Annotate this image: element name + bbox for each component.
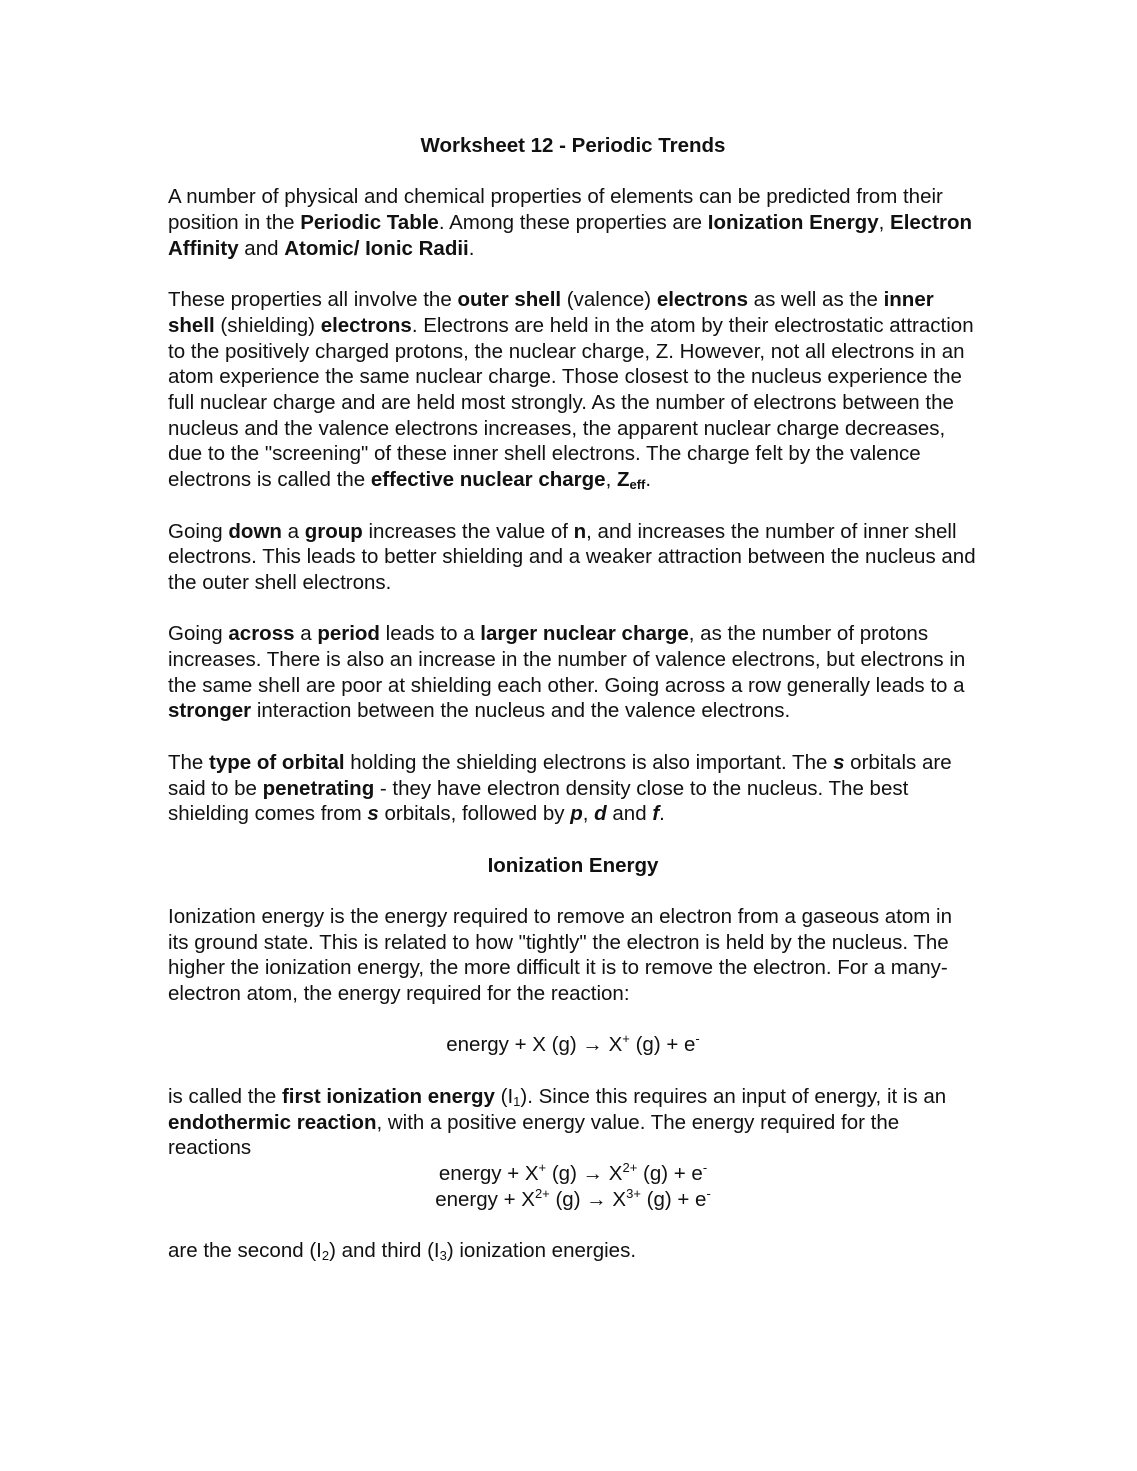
text-run: . Among these properties are: [438, 211, 708, 235]
bold-term: n: [573, 519, 587, 543]
higher-ionization-equations: [168, 1161, 978, 1212]
bold-term: down: [228, 519, 282, 543]
equation-text: (g) + e: [637, 1161, 703, 1185]
text-run: The: [168, 750, 210, 774]
text-run: and: [606, 802, 653, 826]
bold-term: stronger: [168, 699, 252, 723]
text-run: (I: [494, 1084, 514, 1108]
subscript: 3: [439, 1248, 447, 1264]
text-run: - they have electron density close to the nucleus. The best shielding comes from: [168, 776, 909, 826]
bold-term: electrons: [656, 288, 748, 312]
orbital-letter: d: [594, 802, 607, 826]
text-run: (valence): [561, 288, 657, 312]
bold-term: endothermic reaction: [168, 1110, 377, 1134]
bold-term: Atomic/ Ionic Radii: [284, 236, 469, 260]
text-run: ,: [605, 468, 617, 492]
text-run: as well as the: [747, 288, 884, 312]
bold-term: penetrating: [262, 776, 375, 800]
second-ionization-equation: [168, 1161, 978, 1187]
charge-superscript: +: [538, 1159, 547, 1175]
text-run: a: [281, 519, 305, 543]
z-letter: Z: [616, 468, 630, 492]
bold-term: across: [228, 622, 295, 646]
intro-paragraph: [168, 184, 978, 261]
charge-superscript: -: [695, 1031, 700, 1047]
bold-term: type of orbital: [209, 750, 345, 774]
second-third-ionization-paragraph: [168, 1238, 978, 1264]
page-title: Worksheet 12 - Periodic Trends: [420, 134, 726, 157]
text-run: a: [294, 622, 318, 646]
equation-text: (g) → X: [546, 1161, 623, 1185]
orbital-letter: p: [570, 802, 583, 826]
subscript: 1: [513, 1093, 521, 1109]
orbital-paragraph: [168, 750, 978, 827]
text-run: and: [238, 236, 285, 260]
bold-term: electrons: [320, 313, 412, 337]
text-run: orbitals, followed by: [378, 802, 571, 826]
zeff-symbol: [617, 468, 645, 491]
text-run: holding the shielding electrons is also important. The: [344, 750, 834, 774]
charge-superscript: -: [706, 1185, 711, 1201]
text-run: is called the: [168, 1084, 282, 1108]
bold-term: larger nuclear charge: [480, 622, 689, 646]
bold-term: outer shell: [457, 288, 562, 312]
text-run: leads to a: [379, 622, 481, 646]
first-ionization-equation: [168, 1032, 978, 1058]
bold-term: group: [304, 519, 363, 543]
charge-superscript: 2+: [534, 1185, 550, 1201]
text-run: ,: [878, 211, 891, 235]
ionization-definition-paragraph: Ionization energy is the energy required to remove an electron from a gaseous atom in its ground state. This is related to how "tightly" the electron is held by the nucleus. The higher the ionization energy, the more difficult it is to remove the electron. For a many-electron atom, the energy required for the reaction:: [168, 904, 952, 1006]
equation-text: (g) → X: [549, 1187, 627, 1211]
bold-term: inner shell: [168, 288, 934, 337]
text-run: .: [468, 236, 475, 260]
text-run: . Electrons are held in the atom by their electrostatic attraction to the positively charged protons, the nuclear charge, Z. However, not all electrons in an atom experience the same nuclear charge. Those closest to the nucleus experience the full nuclear charge and are held most strongly. As the number of electrons between the nucleus and the valence electrons increases, the apparent nuclear charge decreases, due to the "screening" of these inner shell electrons. The charge felt by the valence electrons is called the: [168, 313, 974, 492]
period-paragraph: [168, 621, 978, 724]
text-run: , as the number of protons increases. There is also an increase in the number of valence electrons, but electrons in the same shell are poor at shielding each other. Going across a row generally leads to a: [168, 622, 966, 697]
charge-superscript: +: [622, 1031, 630, 1047]
equation-text: energy + X: [438, 1161, 539, 1185]
text-run: These properties all involve the: [168, 288, 458, 312]
text-run: ) ionization energies.: [446, 1239, 637, 1263]
bold-term: first ionization energy: [281, 1084, 495, 1108]
charge-superscript: 3+: [626, 1185, 641, 1201]
text-run: Going: [168, 519, 229, 543]
text-run: .: [659, 802, 665, 826]
text-run: Going: [168, 622, 229, 646]
text-run: are the second (I: [168, 1239, 322, 1263]
text-run: orbitals are said to be: [168, 750, 952, 800]
orbital-letter: s: [833, 750, 845, 774]
text-run: increases the value of: [362, 519, 574, 543]
first-ionization-paragraph: [168, 1084, 978, 1161]
group-paragraph: [168, 519, 978, 596]
bold-term: Ionization Energy: [707, 211, 879, 235]
text-run: (shielding): [214, 313, 321, 337]
text-run: .: [645, 468, 652, 492]
text-run: A number of physical and chemical properties of elements can be predicted from their position in the: [168, 185, 943, 235]
bold-term: effective nuclear charge: [370, 468, 606, 492]
worksheet-page: [168, 133, 978, 1289]
charge-superscript: -: [702, 1159, 708, 1175]
equation-text: (g) + e: [640, 1187, 707, 1211]
orbital-letter: s: [367, 802, 379, 826]
orbital-letter: f: [652, 802, 660, 826]
text-run: , with a positive energy value. The energy required for the reactions: [168, 1110, 900, 1160]
electrons-paragraph: [168, 287, 978, 493]
bold-term: period: [317, 622, 380, 646]
charge-superscript: 2+: [622, 1159, 638, 1175]
text-run: ) and third (I: [329, 1239, 440, 1263]
text-run: , and increases the number of inner shell electrons. This leads to better shielding and a weaker attraction between the nucleus and the outer shell electrons.: [168, 519, 976, 594]
subscript: 2: [321, 1248, 330, 1264]
text-run: ). Since this requires an input of energy, it is an: [520, 1084, 947, 1108]
bold-term: Periodic Table: [300, 211, 439, 235]
third-ionization-equation: [168, 1187, 978, 1213]
eff-subscript: eff: [629, 477, 646, 493]
bold-term: Electron Affinity: [168, 211, 973, 260]
text-run: ,: [582, 802, 595, 826]
equation-text: energy + X (g) → X: [446, 1033, 623, 1057]
equation-text: (g) + e: [629, 1033, 696, 1057]
text-run: interaction between the nucleus and the valence electrons.: [251, 699, 791, 723]
section-heading: Ionization Energy: [487, 853, 659, 877]
equation-text: energy + X: [435, 1187, 535, 1211]
